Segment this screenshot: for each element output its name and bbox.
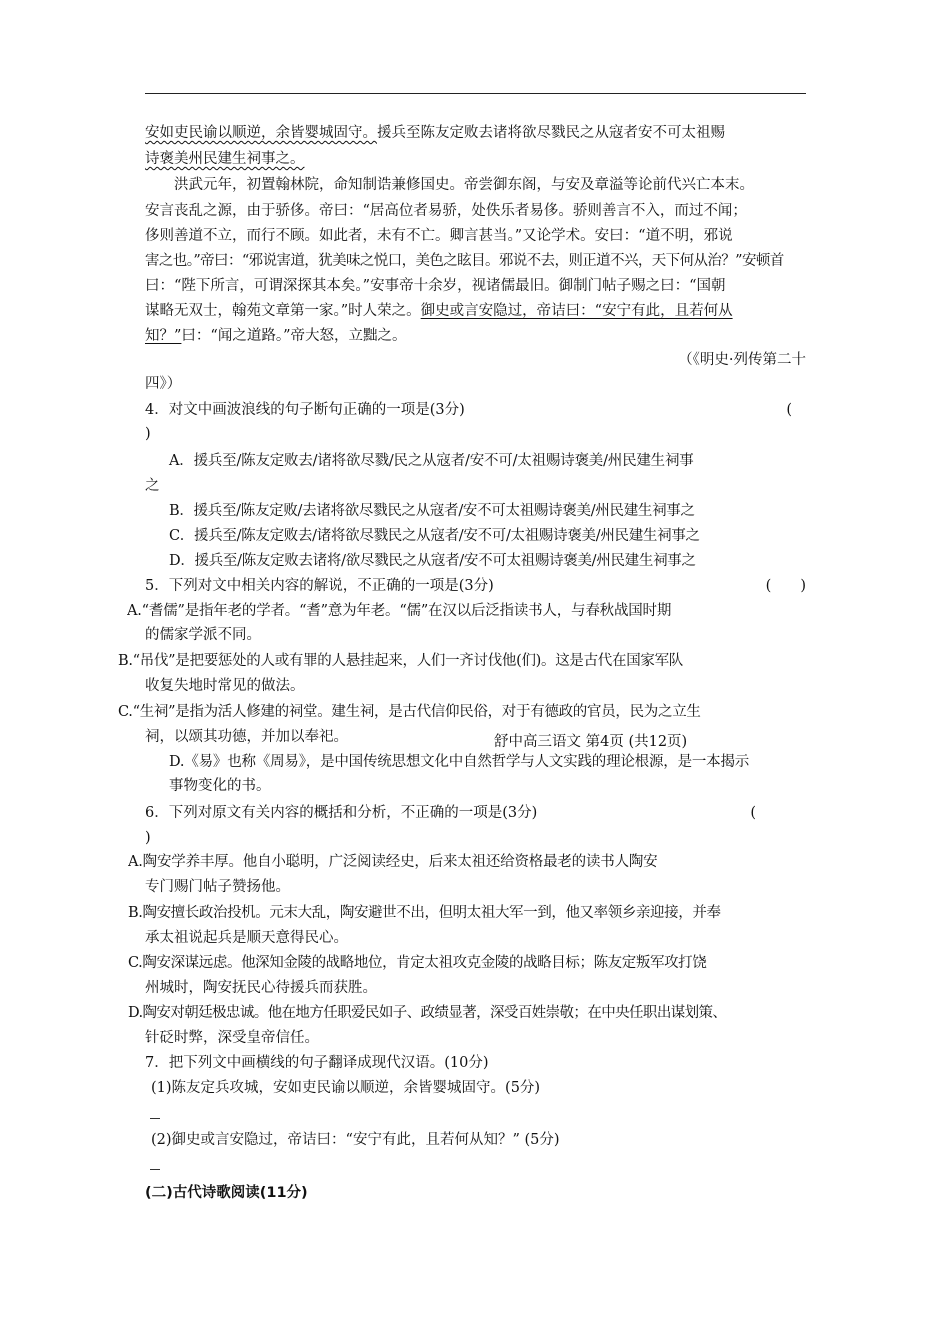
- q5-stem: [145, 574, 806, 598]
- q4-option-a-cont: 之: [145, 478, 160, 494]
- passage-text: 曰：“闻之道路。”帝大怒，立黜之。: [181, 328, 407, 344]
- passage-line-7: 曰：“陛下所言，可谓深探其本矣。”安事帝十余岁，视诸儒最旧。御制门帖子赐之曰：“国朝: [145, 278, 726, 294]
- q6-option-d-cont: 针砭时弊，深受皇帝信任。: [145, 1030, 319, 1046]
- source-citation: （《明史·列传第二十: [678, 352, 806, 368]
- wavy-sentence-part1: 安如吏民谕以顺逆，余皆婴城固守。: [145, 125, 377, 141]
- q5-option-b-cont: 收复失地时常见的做法。: [145, 678, 305, 694]
- q4-stem: [145, 398, 806, 422]
- q6-option-b-cont: 承太祖说起兵是顺天意得民心。: [145, 930, 348, 946]
- page-footer: 舒中高三语文 第4页 (共12页): [494, 734, 688, 750]
- answer-blank-1[interactable]: [150, 1118, 160, 1119]
- passage-line-9: [145, 324, 806, 348]
- passage-line-8: [145, 299, 806, 323]
- answer-blank-2[interactable]: [150, 1169, 160, 1170]
- q6-option-a: A.陶安学养丰厚。他自小聪明，广泛阅读经史，后来太祖还给资格最老的读书人陶安: [128, 854, 658, 870]
- q7-sentence-1: (1)陈友定兵攻城，安如吏民谕以顺逆，余皆婴城固守。(5分): [151, 1080, 541, 1096]
- passage-text: 援兵至陈友定败去诸将欲尽戮民之从寇者安不可太祖赐: [377, 125, 725, 141]
- q6-stem-text: 6．下列对原文有关内容的概括和分析，不正确的一项是(3分): [145, 805, 538, 821]
- q4-option-a: A．援兵至/陈友定败去/诸将欲尽戮/民之从寇者/安不可/太祖赐诗褒美/州民建生祠事: [169, 453, 694, 469]
- q6-option-d: D.陶安对朝廷极忠诚。他在地方任职爱民如子、政绩显著，深受百姓崇敬；在中央任职出谋划策、: [128, 1005, 727, 1021]
- q6-option-b: B.陶安擅长政治投机。元末大乱，陶安避世不出，但明太祖大军一到，他又率领乡亲迎接，并奉: [128, 905, 721, 921]
- q7-sentence-2: (2)御史或言安隐过，帝诘曰：“安宁有此，且若何从知？” (5分): [151, 1132, 560, 1148]
- passage-line-1: [145, 121, 806, 145]
- q4-answer-paren: (: [786, 402, 792, 418]
- passage-line-3: 洪武元年，初置翰林院，命知制诰兼修国史。帝尝御东阁，与安及章溢等论前代兴亡本末。: [145, 177, 754, 193]
- q5-stem-text: 5．下列对文中相关内容的解说，不正确的一项是(3分): [145, 578, 494, 594]
- passage-text: 谋略无双士，翰苑文章第一家。”时人荣之。: [145, 303, 421, 319]
- q4-stem-text: 4．对文中画波浪线的句子断句正确的一项是(3分): [145, 402, 465, 418]
- q5-option-b: B.“吊伐”是把要惩处的人或有罪的人悬挂起来，人们一齐讨伐他(们)。这是古代在国家军队: [118, 653, 684, 669]
- q4-option-b: B．援兵至/陈友定败/去诸将欲尽戮民之从寇者/安不可太祖赐诗褒美/州民建生祠事之: [169, 503, 695, 519]
- section-heading-poetry: (二)古代诗歌阅读(11分): [145, 1185, 308, 1201]
- passage-line-2: [145, 147, 806, 171]
- q4-answer-paren-close: ): [145, 426, 151, 442]
- passage-line-4: 安言丧乱之源，由于骄侈。帝曰：“居高位者易骄，处佚乐者易侈。骄则善言不入，而过不闻；: [145, 203, 747, 219]
- underlined-sentence-part2: 知？”: [145, 328, 182, 344]
- q5-option-d: D.《易》也称《周易》，是中国传统思想文化中自然哲学与人文实践的理论根源，是一本揭示: [169, 754, 750, 770]
- q5-option-a: A.“耆儒”是指年老的学者。“耆”意为年老。“儒”在汉以后泛指读书人，与春秋战国时期: [127, 603, 672, 619]
- q6-answer-paren-close: ): [145, 830, 151, 846]
- q5-option-d-cont: 事物变化的书。: [169, 778, 271, 794]
- q6-answer-paren: (: [750, 805, 756, 821]
- top-rule: [145, 93, 806, 94]
- q6-option-c-cont: 州城时，陶安抚民心待援兵而获胜。: [145, 980, 377, 996]
- q4-option-d: D．援兵至/陈友定败去诸将/欲尽戮民之从寇者/安不可太祖赐诗褒美/州民建生祠事之: [169, 553, 696, 569]
- q6-option-a-cont: 专门赐门帖子赞扬他。: [145, 879, 290, 895]
- q5-option-a-cont: 的儒家学派不同。: [145, 627, 261, 643]
- q6-stem: [145, 801, 806, 825]
- q7-stem: 7．把下列文中画横线的句子翻译成现代汉语。(10分): [145, 1055, 489, 1071]
- wavy-sentence-part2: 诗褒美州民建生祠事之。: [145, 151, 305, 167]
- passage-line-5: 侈则善道不立，而行不顾。如此者，未有不亡。卿言甚当。”又论学术。安曰：“道不明，邪说: [145, 228, 733, 244]
- q4-option-c: C．援兵至/陈友定败去/诸将欲尽戮民之从寇者/安不可/太祖赐诗褒美/州民建生祠事之: [169, 528, 700, 544]
- passage-line-6: 害之也。”帝曰：“邪说害道，犹美味之悦口，美色之眩目。邪说不去，则正道不兴，天下何从治？”安顿首: [145, 253, 784, 269]
- q5-option-c-cont: 祠，以颂其功德，并加以奉祀。: [145, 729, 348, 745]
- q6-option-c: C.陶安深谋远虑。他深知金陵的战略地位，肯定太祖攻克金陵的战略目标；陈友定叛军攻打饶: [128, 955, 707, 971]
- q5-answer-paren: ( ): [765, 578, 806, 594]
- q5-option-c: C.“生祠”是指为活人修建的祠堂。建生祠，是古代信仰民俗，对于有德政的官员，民为之立生: [118, 704, 701, 720]
- source-citation-cont: 四》）: [145, 376, 182, 392]
- underlined-sentence-part1: 御史或言安隐过，帝诘曰：“安宁有此，且若何从: [420, 303, 733, 319]
